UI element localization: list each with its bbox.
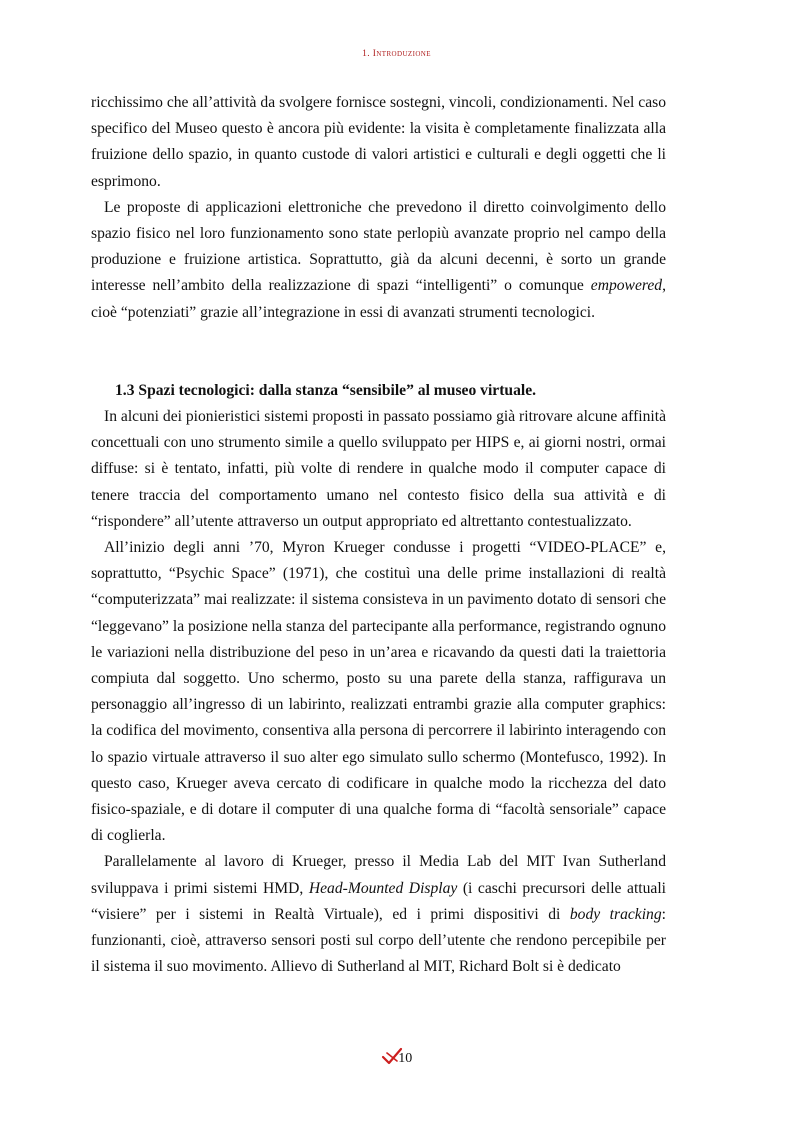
- paragraph-2-emphasis: empowered: [590, 277, 663, 295]
- paragraph-5-text-b: (i caschi precursori delle attuali “visiere” per i sistemi in Realtà Virtuale), ed i primi dispositivi di: [91, 879, 666, 923]
- paragraph-2-text-b: , cioè “potenziati” grazie all’integrazione in essi di avanzati strumenti tecnologici.: [91, 277, 666, 321]
- page-body: [91, 90, 666, 981]
- running-head-text: 1. Introduzione: [362, 49, 431, 59]
- running-head: [0, 49, 793, 59]
- paragraph-5-emphasis-1: Head-Mounted Display: [308, 879, 458, 897]
- paragraph-5: [91, 849, 666, 980]
- page-footer: [0, 1047, 793, 1067]
- section-spacer: [91, 326, 666, 378]
- section-heading: 1.3 Spazi tecnologici: dalla stanza “sensibile” al museo virtuale.: [115, 381, 537, 399]
- paragraph-3: In alcuni dei pionieristici sistemi proposti in passato possiamo già ritrovare alcune affinità concettuali con uno strumento simile a quello sviluppato per HIPS e, ai giorni nostri, ormai diffuse: si è tentato, infatti, più volte di rendere in qualche modo il computer capace di tenere traccia del comportamento umano nel contesto fisico della sua attività e di “rispondere” all’utente attraverso un output appropriato ed altrettanto contestualizzato.: [91, 408, 666, 530]
- paragraph-2: [91, 195, 666, 326]
- paragraph-5-text-c: : funzionanti, cioè, attraverso sensori posti sul corpo dell’utente che rendono percepibile per il sistema il suo movimento. Allievo di Sutherland al MIT, Richard Bolt si è dedicato: [91, 905, 666, 976]
- paragraph-4: All’inizio degli anni ’70, Myron Krueger condusse i progetti “VIDEO-PLACE” e, soprattutto, “Psychic Space” (1971), che costituì una delle prime installazioni di realtà “computerizzata” mai realizzate: il sistema consisteva in un pavimento dotato di sensori che “leggevano” la posizione nella stanza del partecipante alla performance, registrando ognuno le variazioni nella distribuzione del peso in un’area e ricavando da questi dati la traiettoria compiuta dal soggetto. Uno schermo, posto su una parete della stanza, raffigurava un personaggio all’ingresso di un labirinto, realizzati entrambi grazie alla computer graphics: la codifica del movimento, consentiva alla persona di percorrere il labirinto interagendo con lo spazio virtuale attraverso il suo alter ego simulato sullo schermo (Montefusco, 1992). In questo caso, Krueger aveva cercato di codificare in qualche modo la ricchezza del dato fisico-spaziale, e di dotare il computer di una qualche forma di “facoltà sensoriale” capace di coglierla.: [91, 539, 666, 845]
- paragraph-2-text-a: Le proposte di applicazioni elettroniche che prevedono il diretto coinvolgimento dello spazio fisico nel loro funzionamento sono state perlopiù avanzate proprio nel campo della produzione e fruizione artistica. Soprattutto, già da alcuni decenni, è sorto un grande interesse nell’ambito della realizzazione di spazi “intelligenti” o comunque: [91, 198, 666, 295]
- paragraph-5-emphasis-2: body tracking: [569, 905, 662, 923]
- paragraph-1: ricchissimo che all’attività da svolgere fornisce sostegni, vincoli, condizionamenti. Nel caso specifico del Museo questo è ancora più evidente: la visita è completamente finalizzata alla fruizione dello spazio, in quanto custode di valori artistici e culturali e degli oggetti che li esprimono.: [91, 94, 666, 190]
- page-number: 10: [398, 1051, 413, 1066]
- paragraph-5-text-a: Parallelamente al lavoro di Krueger, presso il Media Lab del MIT Ivan Sutherland sviluppava i primi sistemi HMD,: [91, 853, 666, 897]
